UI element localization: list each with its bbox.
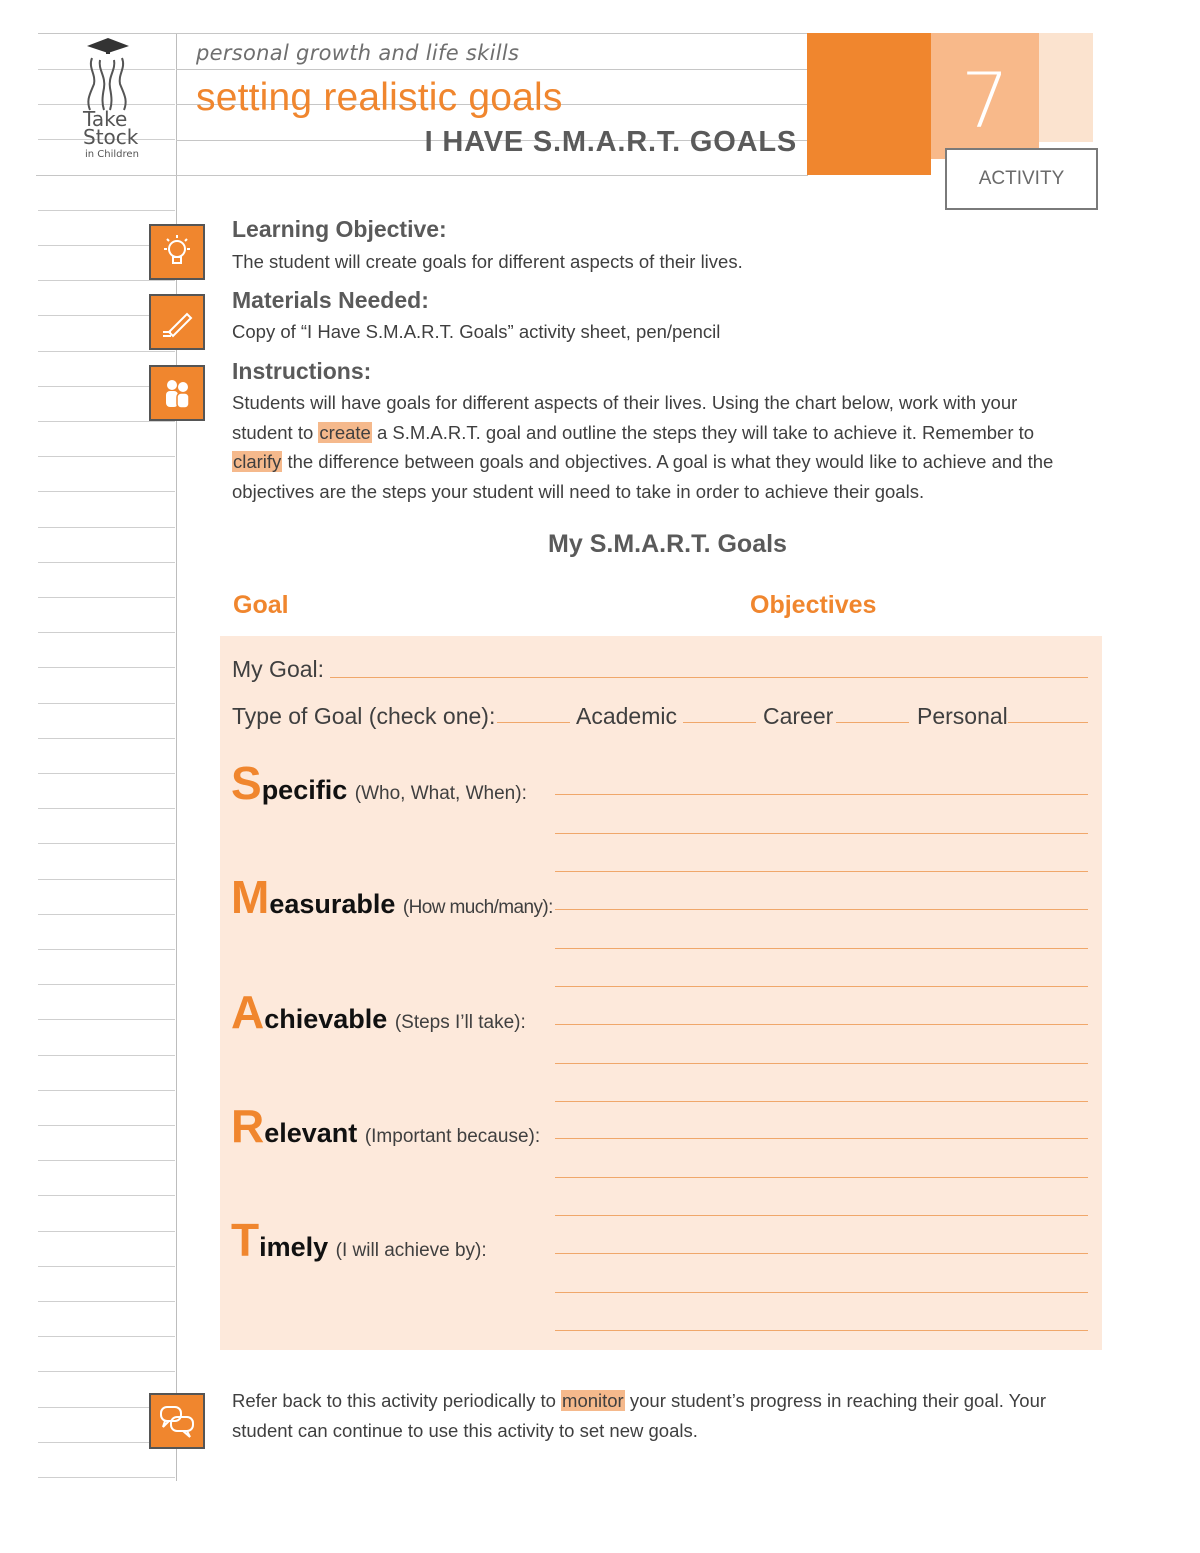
goal-type-label: Type of Goal (check one):: [232, 703, 496, 729]
header-rule: [176, 69, 808, 70]
people-icon: [149, 365, 205, 421]
objective-writing-line[interactable]: [555, 1253, 1088, 1254]
margin-rule-line: [38, 1125, 175, 1126]
margin-rule-line: [38, 280, 175, 281]
objective-writing-line[interactable]: [555, 1292, 1088, 1293]
margin-rule-line: [38, 1055, 175, 1056]
margin-rule-line: [38, 456, 175, 457]
objective-writing-line[interactable]: [555, 1215, 1088, 1216]
margin-rule-line: [38, 1336, 175, 1337]
margin-rule-line: [38, 562, 175, 563]
instructions-text: Students will have goals for different aspects of their lives. Using the chart below, work with your student to create a S.M.A.R.T. goal and outline the steps they will take to achieve it. Remember to clarify the difference between goals and objectives. A goal is what they would like to achieve and the objectives are the steps your student will need to take in order to achieve their goals.: [232, 392, 1054, 502]
type-line-end: [1008, 722, 1088, 723]
margin-rule-line: [38, 879, 175, 880]
margin-rule-line: [38, 1371, 175, 1372]
page-subtitle: personal growth and life skills: [196, 41, 520, 65]
career-option: Career: [763, 703, 834, 729]
learning-objective-text: The student will create goals for different aspects of their lives.: [232, 251, 743, 272]
margin-rule-line: [38, 1301, 175, 1302]
objective-writing-line[interactable]: [555, 1138, 1088, 1139]
margin-rule-line: [38, 984, 175, 985]
margin-rule-line: [38, 527, 175, 528]
margin-rule-line: [38, 421, 175, 422]
objective-writing-line[interactable]: [555, 986, 1088, 987]
objective-writing-line[interactable]: [555, 1024, 1088, 1025]
objective-writing-line[interactable]: [555, 794, 1088, 795]
academic-option: Academic: [576, 703, 677, 729]
margin-rule-line: [38, 914, 175, 915]
margin-rule-line: [38, 738, 175, 739]
activity-badge: ACTIVITY: [945, 148, 1098, 210]
page-title: setting realistic goals: [196, 76, 563, 119]
footer-text: Refer back to this activity periodically to monitor your student’s progress in reaching their goal. Your student can continue to use this activity to set new goals.: [232, 1390, 1047, 1441]
activity-number: 7: [961, 56, 1010, 145]
lightbulb-icon: [149, 224, 205, 280]
accent-block-lighter: [1039, 33, 1093, 142]
margin-rule-line: [38, 351, 175, 352]
margin-rule-line: [38, 808, 175, 809]
margin-rule-line: [38, 597, 175, 598]
measurable-label: Measurable (How much/many):: [231, 871, 553, 923]
margin-rule-line: [38, 773, 175, 774]
margin-rule-line: [38, 632, 175, 633]
objective-writing-line[interactable]: [555, 833, 1088, 834]
my-goal-label: My Goal:: [232, 656, 325, 682]
objective-writing-line[interactable]: [555, 1063, 1088, 1064]
objective-writing-line[interactable]: [555, 1101, 1088, 1102]
chart-heading: My S.M.A.R.T. Goals: [548, 530, 787, 558]
margin-rule-line: [38, 703, 175, 704]
header-rule: [38, 33, 808, 34]
highlight-create: create: [319, 421, 371, 443]
achievable-label: Achievable (Steps I’ll take):: [231, 986, 526, 1038]
accent-block: [807, 33, 931, 175]
career-checkbox[interactable]: [683, 722, 756, 723]
margin-rule-line: [38, 1019, 175, 1020]
logo-text: Take Stock: [83, 107, 139, 149]
goal-column-heading: Goal: [233, 591, 289, 619]
specific-label: Specific (Who, What, When):: [231, 757, 527, 809]
margin-rule-line: [38, 491, 175, 492]
academic-checkbox[interactable]: [497, 722, 570, 723]
activity-title: I HAVE S.M.A.R.T. GOALS: [424, 126, 797, 158]
margin-rule-line: [38, 1195, 175, 1196]
logo-subtext: in Children: [85, 149, 139, 160]
pencil-icon: [149, 294, 205, 350]
highlight-clarify: clarify: [233, 451, 282, 472]
objective-writing-line[interactable]: [555, 1177, 1088, 1178]
objective-writing-line[interactable]: [555, 948, 1088, 949]
materials-heading: Materials Needed:: [232, 287, 429, 313]
objectives-column-heading: Objectives: [750, 591, 877, 619]
header-rule: [36, 175, 808, 176]
margin-rule-line: [38, 843, 175, 844]
objective-writing-line[interactable]: [555, 909, 1088, 910]
highlight-monitor: monitor: [562, 1390, 624, 1411]
margin-rule-line: [38, 1477, 175, 1478]
timely-label: Timely (I will achieve by):: [231, 1214, 487, 1266]
margin-rule-line: [38, 667, 175, 668]
instructions-heading: Instructions:: [232, 358, 372, 384]
my-goal-field[interactable]: [330, 677, 1088, 678]
objective-writing-line[interactable]: [555, 1330, 1088, 1331]
learning-objective-heading: Learning Objective:: [232, 216, 447, 242]
margin-rule-line: [38, 1231, 175, 1232]
personal-checkbox[interactable]: [836, 722, 909, 723]
materials-text: Copy of “I Have S.M.A.R.T. Goals” activity sheet, pen/pencil: [232, 321, 721, 342]
margin-rule-line: [38, 949, 175, 950]
speech-bubbles-icon: [149, 1393, 205, 1449]
margin-rule-line: [38, 1266, 175, 1267]
margin-rule-line: [38, 210, 175, 211]
personal-option: Personal: [917, 703, 1008, 729]
objective-writing-line[interactable]: [555, 871, 1088, 872]
relevant-label: Relevant (Important because):: [231, 1100, 541, 1152]
margin-rule-line: [38, 1160, 175, 1161]
margin-rule-line: [38, 1090, 175, 1091]
